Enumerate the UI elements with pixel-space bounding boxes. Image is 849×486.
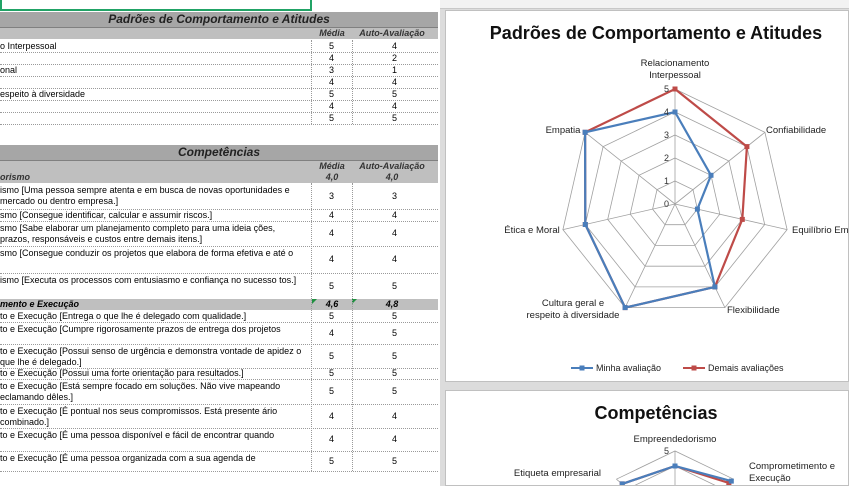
col-media: Média (319, 28, 345, 38)
media-value: 5 (328, 455, 334, 466)
row-label: to e Execução [É pontual nos seus compromissos. Está presente ário combinado.] (0, 406, 278, 427)
legend-label: Demais avaliações (708, 363, 784, 373)
row-label: to e Execução [Entrega o que lhe é delegado com qualidade.] (0, 311, 247, 321)
data-point (583, 130, 588, 135)
axis-label: Empatia (545, 125, 581, 136)
tick-label: 1 (663, 176, 669, 186)
axis-label: Interpessoal (649, 70, 701, 81)
auto-value: 4 (391, 434, 397, 444)
chart-panel-padroes[interactable] (445, 10, 849, 382)
axis-label: Comprometimento e (749, 461, 836, 472)
axis-label: Cultura geral e (541, 298, 605, 309)
grid-spoke (625, 204, 675, 308)
auto-value: 5 (391, 280, 397, 291)
column-divider (352, 40, 353, 124)
table-row[interactable] (0, 322, 438, 345)
row-label: onal (0, 64, 18, 75)
auto-value: 5 (391, 455, 397, 466)
media-value: 4 (328, 100, 334, 111)
row-label: to e Execução [Cumpre rigorosamente prazos de entrega dos projetos (0, 324, 281, 334)
media-value: 5 (328, 386, 334, 396)
legend-label: Minha avaliação (596, 363, 662, 373)
radar-chart-padroes (446, 11, 849, 382)
row-label: o Interpessoal (0, 40, 57, 51)
media-value: 4 (328, 76, 334, 87)
row-label: smo [Consegue conduzir os projetos que elabora de forma efetiva e até o (0, 248, 294, 258)
media-value: 3 (328, 64, 334, 75)
data-point (729, 479, 734, 484)
auto-value: 5 (391, 368, 397, 378)
row-label: ismo [Executa os processos com entusiasmo e confiança no sucesso tos.] (0, 275, 297, 285)
data-point (673, 87, 678, 92)
table-row[interactable] (0, 344, 438, 369)
media-value: 5 (328, 112, 334, 123)
table-row[interactable] (0, 112, 438, 125)
auto-value: 4 (391, 254, 397, 264)
media-value: 5 (328, 88, 334, 99)
group-media-1: 4,0 (325, 172, 339, 182)
auto-value: 5 (391, 88, 397, 99)
column-divider (311, 183, 312, 471)
auto-value: 4 (391, 100, 397, 111)
axis-label: Relacionamento (640, 58, 710, 69)
group-label-empreendedorismo: orismo (0, 172, 31, 182)
tick-label: 4 (663, 107, 669, 117)
legend-marker (580, 366, 585, 371)
data-point (583, 222, 588, 227)
media-value: 3 (328, 190, 334, 201)
media-value: 5 (328, 40, 334, 51)
table-row[interactable] (0, 404, 438, 429)
axis-label: Etiqueta empresarial (513, 468, 601, 479)
data-point (744, 144, 749, 149)
auto-value: 2 (391, 52, 397, 63)
group-auto-1: 4,0 (385, 172, 399, 182)
media-value: 4 (328, 52, 334, 63)
group-media: 4,6 (325, 299, 339, 309)
media-value: 5 (328, 368, 334, 378)
row-label: to e Execução [É uma pessoa organizada com a sua agenda de (0, 453, 256, 463)
tick-label: 3 (663, 130, 669, 140)
column-header-row-2 (0, 161, 438, 183)
table-row[interactable] (0, 221, 438, 247)
legend-marker (692, 366, 697, 371)
table-row[interactable] (0, 451, 438, 472)
media-value: 4 (328, 254, 334, 264)
grid-spoke (675, 204, 787, 230)
data-point (712, 284, 717, 289)
data-point (673, 464, 678, 469)
media-value: 4 (328, 327, 334, 338)
axis-label: Execução (749, 473, 791, 484)
row-label: to e Execução [Está sempre focado em soluções. Não vive mapeando eclamando dêles.] (0, 381, 281, 402)
tick-label: 0 (663, 199, 669, 209)
axis-label: respeito à diversidade (526, 310, 620, 321)
row-label: ismo [Uma pessoa sempre atenta e em busca de novas oportunidades e mercado ou dentro empresa.] (0, 185, 290, 206)
column-divider (311, 40, 312, 124)
error-indicator (312, 299, 317, 304)
table-row[interactable] (0, 428, 438, 452)
tick-label: 2 (663, 153, 669, 163)
col-media: Média (319, 161, 345, 171)
row-label: smo [Sabe elaborar um planejamento completo para uma ideia ções, prazos, responsáveis e custos entre demais itens.] (0, 223, 276, 244)
axis-label: Flexibilidade (727, 305, 780, 316)
section-title-padroes: Padrões de Comportamento e Atitudes (0, 12, 438, 28)
data-point (709, 173, 714, 178)
media-value: 4 (328, 434, 334, 444)
data-point (623, 305, 628, 310)
table-row[interactable] (0, 379, 438, 405)
chart-title: Competências (594, 403, 718, 423)
group-row-comprometimento[interactable] (0, 299, 438, 310)
row-label: to e Execução [Possui senso de urgência e demonstra vontade de apidez o que lhe é delegado.] (0, 346, 302, 367)
auto-value: 4 (391, 228, 397, 238)
auto-value: 4 (391, 76, 397, 87)
data-point (620, 481, 625, 486)
radar-chart-competencias (446, 391, 849, 486)
auto-value: 3 (391, 190, 397, 201)
row-label: to e Execução [Possui uma forte orientação para resultados.] (0, 368, 244, 378)
auto-value: 4 (391, 410, 397, 421)
row-label: to e Execução [É uma pessoa disponível e fácil de encontrar quando (0, 430, 275, 440)
tick-label: 5 (663, 84, 669, 94)
table-row[interactable] (0, 246, 438, 274)
group-auto: 4,8 (385, 299, 399, 309)
axis-label: Equilíbrio Em (792, 225, 849, 236)
auto-value: 5 (391, 311, 397, 321)
chart-title: Padrões de Comportamento e Atitudes (489, 23, 823, 43)
auto-value: 4 (391, 209, 397, 220)
section-title-competencias: Competências (0, 145, 438, 161)
chart-panel-competencias[interactable] (445, 390, 849, 486)
column-divider (352, 183, 353, 471)
auto-value: 5 (391, 327, 397, 338)
media-value: 5 (328, 280, 334, 291)
data-point (740, 217, 745, 222)
col-auto: Auto-Avaliação (359, 28, 425, 38)
grid-spoke (563, 204, 675, 230)
axis-label: Empreendedorismo (633, 434, 717, 445)
auto-value: 5 (391, 350, 397, 361)
media-value: 4 (328, 410, 334, 421)
row-label: smo [Consegue identificar, calcular e assumir riscos.] (0, 209, 213, 220)
table-row[interactable] (0, 273, 438, 300)
auto-value: 1 (391, 64, 397, 75)
cell-selection (0, 0, 312, 11)
group-label: mento e Execução (0, 299, 80, 309)
row-label: espeito à diversidade (0, 88, 86, 99)
col-auto: Auto-Avaliação (359, 161, 425, 171)
table-row[interactable] (0, 183, 438, 210)
tick-label: 5 (663, 446, 669, 456)
media-value: 5 (328, 311, 334, 321)
media-value: 4 (328, 228, 334, 238)
auto-value: 5 (391, 386, 397, 396)
data-point (695, 207, 700, 212)
axis-label: Confiabilidade (766, 125, 827, 136)
auto-value: 4 (391, 40, 397, 51)
media-value: 5 (328, 350, 334, 361)
media-value: 4 (328, 209, 334, 220)
auto-value: 5 (391, 112, 397, 123)
column-header-row (0, 28, 438, 39)
axis-label: Ética e Moral (504, 225, 560, 236)
data-point (673, 110, 678, 115)
